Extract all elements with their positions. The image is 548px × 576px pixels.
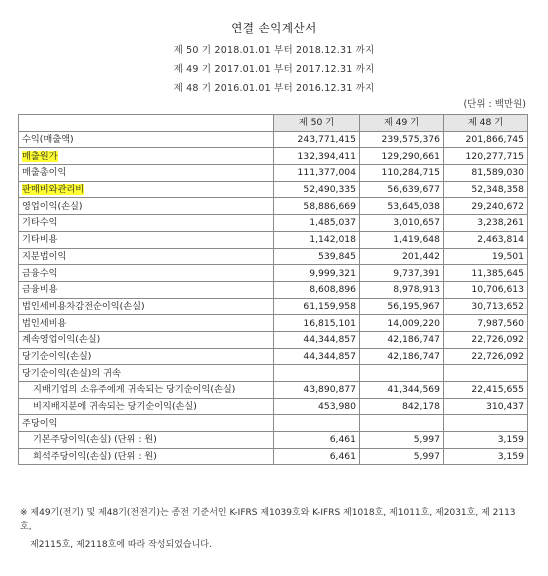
table-row	[19, 415, 528, 432]
cell-v50: 111,377,004	[274, 165, 360, 182]
cell-v50: 8,608,896	[274, 281, 360, 298]
table-body	[19, 131, 528, 465]
header-blank	[19, 115, 274, 132]
table-row	[19, 281, 528, 298]
row-label	[19, 248, 274, 265]
row-label	[19, 231, 274, 248]
header-period-49: 제 49 기	[360, 115, 444, 132]
cell-v50: 9,999,321	[274, 265, 360, 282]
cell-v48: 19,501	[444, 248, 528, 265]
cell-v50: 44,344,857	[274, 331, 360, 348]
row-label-text: 매출총이익	[22, 167, 67, 179]
cell-v50: 58,886,669	[274, 198, 360, 215]
footnote-line-1: ※ 제49기(전기) 및 제48기(전전기)는 종전 기준서인 K-IFRS 제1039호와 K-IFRS 제1018호, 제1011호, 제2031호, 제 2113호,	[20, 508, 516, 532]
cell-v48: 3,159	[444, 448, 528, 465]
cell-v49: 110,284,715	[360, 165, 444, 182]
cell-v50: 132,394,411	[274, 148, 360, 165]
row-label	[19, 382, 274, 399]
table-row	[19, 165, 528, 182]
row-label	[19, 148, 274, 165]
row-label	[19, 432, 274, 449]
cell-v49	[360, 365, 444, 382]
table-row	[19, 348, 528, 365]
row-label	[19, 198, 274, 215]
cell-v50: 539,845	[274, 248, 360, 265]
table-header-row	[19, 115, 528, 132]
footnote-line-2: 제2115호, 제2118호에 따라 작성되었습니다.	[30, 540, 212, 550]
statement-title: 연결 손익계산서	[231, 21, 317, 35]
cell-v50: 61,159,958	[274, 298, 360, 315]
row-label	[19, 298, 274, 315]
row-label-text: 당기순이익(손실)의 귀속	[22, 367, 121, 379]
table-row	[19, 315, 528, 332]
cell-v49: 41,344,569	[360, 382, 444, 399]
cell-v49: 1,419,648	[360, 231, 444, 248]
row-label-text: 영업이익(손실)	[22, 200, 83, 212]
row-label-text: 주당이익	[22, 417, 58, 429]
cell-v48	[444, 415, 528, 432]
row-label-text: 판매비와관리비	[22, 184, 85, 196]
cell-v50: 243,771,415	[274, 131, 360, 148]
cell-v50	[274, 365, 360, 382]
cell-v49: 3,010,657	[360, 215, 444, 232]
cell-v49: 42,186,747	[360, 331, 444, 348]
row-label	[19, 365, 274, 382]
table-row	[19, 298, 528, 315]
row-label-text: 금융비용	[22, 284, 58, 296]
cell-v48: 2,463,814	[444, 231, 528, 248]
table-row	[19, 131, 528, 148]
cell-v50: 1,142,018	[274, 231, 360, 248]
cell-v49: 129,290,661	[360, 148, 444, 165]
cell-v49	[360, 415, 444, 432]
table-row	[19, 148, 528, 165]
cell-v50: 6,461	[274, 432, 360, 449]
row-label	[19, 131, 274, 148]
row-label-text: 비지배지분에 귀속되는 당기순이익(손실)	[33, 401, 197, 413]
cell-v49: 5,997	[360, 432, 444, 449]
row-label-text: 매출원가	[22, 150, 58, 162]
row-label	[19, 215, 274, 232]
table-row	[19, 231, 528, 248]
row-label	[19, 315, 274, 332]
row-label-text: 기타비용	[22, 234, 58, 246]
row-label-text: 법인세비용	[22, 317, 67, 329]
cell-v48: 81,589,030	[444, 165, 528, 182]
cell-v49: 239,575,376	[360, 131, 444, 148]
row-label	[19, 348, 274, 365]
table-row	[19, 215, 528, 232]
income-statement-table	[18, 114, 528, 465]
row-label	[19, 331, 274, 348]
row-label	[19, 398, 274, 415]
table-row	[19, 365, 528, 382]
unit-label: (단위 : 백만원)	[463, 99, 526, 110]
cell-v48: 22,726,092	[444, 348, 528, 365]
cell-v50: 453,980	[274, 398, 360, 415]
row-label-text: 당기순이익(손실)	[22, 350, 92, 362]
row-label	[19, 448, 274, 465]
cell-v49: 56,639,677	[360, 181, 444, 198]
header-period-48: 제 48 기	[444, 115, 528, 132]
cell-v48: 22,415,655	[444, 382, 528, 399]
table-row	[19, 265, 528, 282]
cell-v48: 3,159	[444, 432, 528, 449]
cell-v48: 30,713,652	[444, 298, 528, 315]
table-row	[19, 448, 528, 465]
cell-v48: 29,240,672	[444, 198, 528, 215]
header-period-50: 제 50 기	[274, 115, 360, 132]
period-line-49: 제 49 기 2017.01.01 부터 2017.12.31 까지	[173, 64, 375, 75]
table-row	[19, 248, 528, 265]
cell-v48: 11,385,645	[444, 265, 528, 282]
table-row	[19, 382, 528, 399]
row-label	[19, 265, 274, 282]
cell-v48: 7,987,560	[444, 315, 528, 332]
row-label	[19, 165, 274, 182]
cell-v49: 5,997	[360, 448, 444, 465]
row-label-text: 기본주당이익(손실) (단위 : 원)	[33, 434, 157, 446]
row-label-text: 지분법이익	[22, 250, 67, 262]
cell-v49: 201,442	[360, 248, 444, 265]
row-label-text: 수익(매출액)	[22, 134, 74, 146]
row-label-text: 희석주당이익(손실) (단위 : 원)	[33, 451, 157, 463]
row-label-text: 계속영업이익(손실)	[22, 334, 101, 346]
cell-v48	[444, 365, 528, 382]
row-label	[19, 281, 274, 298]
cell-v48: 3,238,261	[444, 215, 528, 232]
cell-v49: 14,009,220	[360, 315, 444, 332]
row-label	[19, 181, 274, 198]
cell-v49: 53,645,038	[360, 198, 444, 215]
cell-v50	[274, 415, 360, 432]
table-row	[19, 398, 528, 415]
cell-v50: 16,815,101	[274, 315, 360, 332]
cell-v49: 9,737,391	[360, 265, 444, 282]
cell-v48: 10,706,613	[444, 281, 528, 298]
row-label-text: 금융수익	[22, 267, 58, 279]
table-row	[19, 198, 528, 215]
table-row	[19, 181, 528, 198]
row-label-text: 법인세비용차감전순이익(손실)	[22, 300, 145, 312]
cell-v48: 120,277,715	[444, 148, 528, 165]
cell-v49: 842,178	[360, 398, 444, 415]
cell-v48: 201,866,745	[444, 131, 528, 148]
cell-v48: 310,437	[444, 398, 528, 415]
period-line-48: 제 48 기 2016.01.01 부터 2016.12.31 까지	[173, 83, 375, 94]
cell-v48: 52,348,358	[444, 181, 528, 198]
cell-v50: 1,485,037	[274, 215, 360, 232]
row-label-text: 기타수익	[22, 217, 58, 229]
cell-v50: 43,890,877	[274, 382, 360, 399]
row-label-text: 지배기업의 소유주에게 귀속되는 당기순이익(손실)	[33, 384, 236, 396]
period-line-50: 제 50 기 2018.01.01 부터 2018.12.31 까지	[173, 45, 375, 56]
cell-v50: 52,490,335	[274, 181, 360, 198]
cell-v50: 6,461	[274, 448, 360, 465]
cell-v48: 22,726,092	[444, 331, 528, 348]
row-label	[19, 415, 274, 432]
table-row	[19, 432, 528, 449]
cell-v50: 44,344,857	[274, 348, 360, 365]
table-row	[19, 331, 528, 348]
cell-v49: 56,195,967	[360, 298, 444, 315]
cell-v49: 42,186,747	[360, 348, 444, 365]
cell-v49: 8,978,913	[360, 281, 444, 298]
